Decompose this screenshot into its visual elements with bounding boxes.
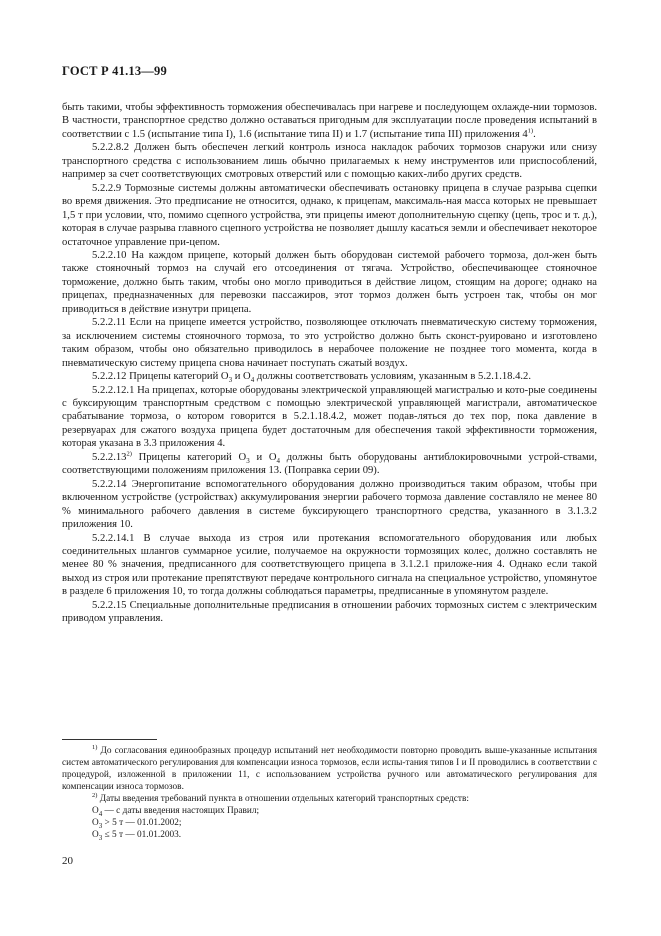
- paragraph: 5.2.2.15 Специальные дополнительные предписания в отношении рабочих тормозных систем с электрическим приводом управления.: [62, 599, 597, 625]
- footnote-2-line: $O_3 \le 5$ т — 01.01.2003.: [92, 830, 182, 842]
- paragraph: 5.2.2.13$^{2)}$ Прицепы категорий $O_3$ и $O_4$ должны быть оборудованы антиблокировочными устрой-ствами, соответствующими положениям приложения 13. (Поправка серии 09).: [62, 450, 597, 477]
- paragraph: 5.2.2.12 Прицепы категорий $O_3$ и $O_4$ должны соответствовать условиям, указанным в 5.2.1.18.4.2.: [92, 371, 531, 385]
- paragraph: быть такими, чтобы эффективность торможения обеспечивалась при нагреве и последующем охлажде-нии тормозов. В частности, транспортное средство должно оставаться пригодным для эксплуатации после проведения испытаний в соответствии с 1.5 (испытание типа I), 1.6 (испытание типа II) и 1.7 (испытание типа III) приложения 4$^{1)}$.: [62, 102, 597, 140]
- footnote-2-line: $O_4$ — с даты введения настоящих Правил;: [92, 806, 260, 818]
- footnotes: [62, 745, 597, 841]
- paragraph: 5.2.2.9 Тормозные системы должны автоматически обеспечивать остановку прицепа в случае разрыва сцепки во время движения. Это предписание не относится, однако, к прицепам, максималь-ная масса которых не превышает 1,5 т при условии, что, помимо сцепного устройства, эти прицепы имеют дополнительную сцепку (цепь, трос и т. д.), которая в случае разрыва главного сцепного устройства не позволяет дышлу касаться земли и обеспечивает некоторое остаточное управление при-цепом.: [62, 182, 597, 248]
- paragraph: 5.2.2.10 На каждом прицепе, который должен быть оборудован системой рабочего тормоза, дол-жен быть также стояночный тормоз на случай его отсоединения от тягача. Устройство, обеспечивающее стояночное торможение, должно быть таким, чтобы оно могло приводиться в действие лицом, стоящим на дороге; однако на прицепах, предназначенных для перевозки пассажиров, этот тормоз должен быть устроен так, чтобы он мог приводиться в действие изнутри прицепа.: [62, 249, 597, 315]
- paragraph: 5.2.2.12.1 На прицепах, которые оборудованы электрической управляющей магистралью и кото-рые соединены с буксирующим транспортным средством с помощью электрической управляющей магистрали, автоматическое срабатывание тормоза, о котором говорится в 5.2.1.18.4.2, может подав-ляться до тех пор, пока давление в резервуарах для сжатого воздуха прицепа будет достаточным для обеспечения такой эффективности торможения, которая указана в 3.3 приложения 4.: [62, 384, 597, 450]
- body-text: [62, 101, 597, 626]
- footnote-ref[interactable]: 1): [527, 127, 534, 135]
- paragraph: 5.2.2.11 Если на прицепе имеется устройство, позволяющее отключать пневматическую систему торможения, за исключением системы стояночного тормоза, то это устройство должно быть сконст-руировано и изготовлено таким образом, чтобы оно обязательно приводилось в нерабочее положение не позднее того момента, когда в пневматическую систему прицепа снова начинает поступать сжатый воздух.: [62, 317, 597, 369]
- paragraph: 5.2.2.14 Энергопитание вспомогательного оборудования должно производиться таким образом, чтобы при включенном устройстве (устройствах) аккумулирования энергии рабочего тормоза давление составляло не менее 80 % минимального рабочего давления в системе буксирующего транспортного средства, указанного в 3.1.3.2 приложения 10.: [62, 478, 597, 531]
- document-header: ГОСТ Р 41.13—99: [62, 64, 167, 78]
- footnote-2: $^{2)}$ Даты введения требований пункта в отношении отдельных категорий транспортных средств:: [92, 791, 469, 804]
- footnote-2-line: $O_3 > 5$ т — 01.01.2002;: [92, 818, 182, 830]
- footnote-divider: [62, 739, 157, 740]
- paragraph: 5.2.2.8.2 Должен быть обеспечен легкий контроль износа накладок рабочих тормозов снаружи или снизу транспортного средства с использованием лишь обычно прилагаемых к нему инструментов или приспособлений, например за счет соответствующих смотровых отверстий или с помощью каких-либо других средств.: [62, 142, 597, 181]
- paragraph: 5.2.2.14.1 В случае выхода из строя или протекания вспомогательного оборудования или любых соединительных шлангов суммарное усилие, получаемое на окружности тормозящих колес, должно составлять не менее 80 % значения, предписанного для соответствующего прицепа в 3.1.2.1 приложе-ния 4. Однако если такой выход из строя или протекание препятствуют передаче контрольного сигнала на специальное устройство, упомянутое в разделе 6 приложения 10, то тогда должны соблюдаться параметры, предписанные в упомянутом разделе.: [62, 532, 597, 598]
- footnote-ref[interactable]: 2): [126, 450, 132, 458]
- page-number: 20: [62, 855, 73, 867]
- footnote-1: $^{1)}$ До согласования единообразных процедур испытаний нет необходимости повторно проводить выше-указанные испытания систем автоматического регулирования для компенсации износа тормозов, если испы-тания типов I и II проводились в соответствии с процедурой, изложенной в приложении 11, с использованием устройства ручного или автоматического регулирования для компенсации износа тормозов.: [62, 743, 597, 792]
